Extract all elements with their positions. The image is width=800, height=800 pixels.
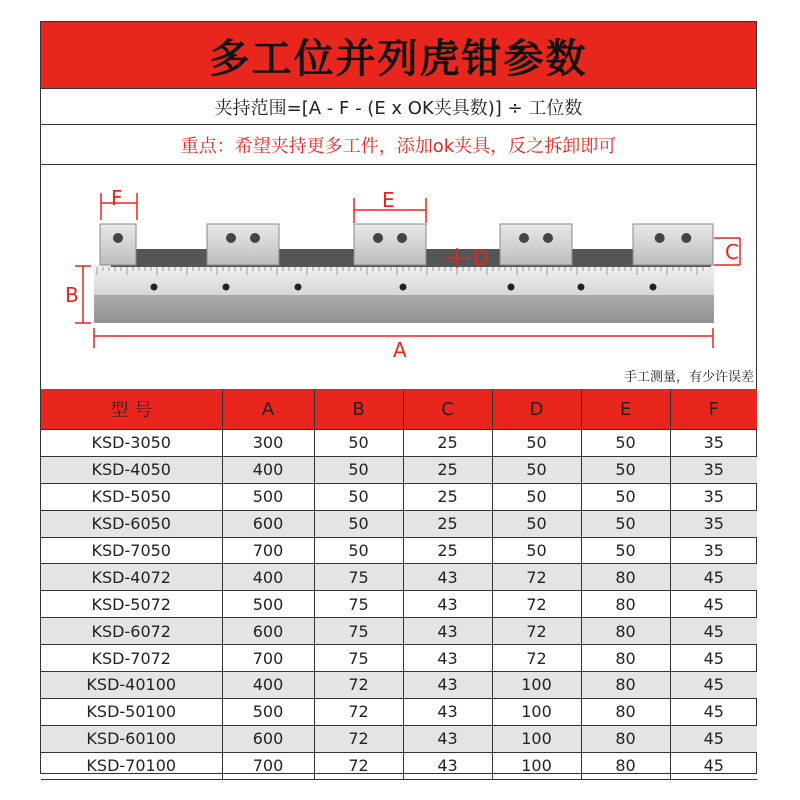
value-cell: 35 [670,537,757,564]
dim-b-label: B [65,283,79,307]
spec-table-header [41,389,757,430]
column-header: D [492,389,581,430]
value-cell: 43 [403,698,492,725]
value-cell: 72 [492,645,581,672]
value-cell: 50 [581,430,670,457]
column-header: F [670,389,757,430]
model-cell: KSD-3050 [41,430,222,457]
value-cell: 75 [314,618,403,645]
model-cell: KSD-5072 [41,591,222,618]
table-row [41,456,757,483]
value-cell: 45 [670,591,757,618]
mount-hole [400,284,407,291]
jaw-block [100,224,136,265]
value-cell: 80 [581,698,670,725]
value-cell: 43 [403,645,492,672]
dim-a-label: A [393,338,407,362]
value-cell: 72 [314,752,403,779]
key-note: 重点：希望夹持更多工件，添加ok夹具，反之拆卸即可 [41,125,756,165]
model-cell: KSD-7072 [41,645,222,672]
table-row [41,618,757,645]
value-cell: 80 [581,618,670,645]
model-cell: KSD-50100 [41,698,222,725]
value-cell: 100 [492,672,581,699]
table-row [41,672,757,699]
value-cell: 600 [222,725,314,752]
value-cell: 45 [670,618,757,645]
table-row [41,725,757,752]
model-cell: KSD-6050 [41,510,222,537]
value-cell: 45 [670,725,757,752]
table-row [41,510,757,537]
value-cell: 25 [403,430,492,457]
value-cell: 400 [222,564,314,591]
value-cell: 43 [403,591,492,618]
value-cell: 50 [314,430,403,457]
mount-hole [151,284,158,291]
vise-illustration [41,165,756,387]
vise-rail-base [94,295,714,323]
value-cell: 35 [670,483,757,510]
value-cell: 700 [222,537,314,564]
value-cell: 72 [492,591,581,618]
value-cell: 72 [492,564,581,591]
value-cell: 50 [492,537,581,564]
value-cell: 600 [222,618,314,645]
measurement-note: 手工测量，有少许误差 [623,370,754,385]
value-cell: 72 [314,672,403,699]
value-cell: 45 [670,672,757,699]
value-cell: 600 [222,510,314,537]
value-cell: 75 [314,645,403,672]
model-cell: KSD-60100 [41,725,222,752]
model-cell: KSD-6072 [41,618,222,645]
value-cell: 700 [222,645,314,672]
value-cell: 43 [403,725,492,752]
jaw-block [500,224,572,265]
value-cell: 50 [581,537,670,564]
value-cell: 80 [581,725,670,752]
column-header: B [314,389,403,430]
value-cell: 25 [403,537,492,564]
value-cell: 100 [492,725,581,752]
value-cell: 50 [314,510,403,537]
jaw-block [633,224,713,265]
value-cell: 50 [492,456,581,483]
column-header: E [581,389,670,430]
table-row [41,645,757,672]
value-cell: 50 [581,483,670,510]
jaw-block [207,224,279,265]
value-cell: 43 [403,564,492,591]
mount-hole [578,284,585,291]
page-title: 多工位并列虎钳参数 [41,22,756,88]
value-cell: 75 [314,564,403,591]
value-cell: 50 [492,483,581,510]
model-cell: KSD-70100 [41,752,222,779]
dim-e-label: E [382,188,395,212]
spec-table [41,389,757,780]
model-cell: KSD-5050 [41,483,222,510]
column-header: A [222,389,314,430]
mount-hole [650,284,657,291]
table-row [41,483,757,510]
value-cell: 35 [670,456,757,483]
column-header: C [403,389,492,430]
model-cell: KSD-4072 [41,564,222,591]
value-cell: 72 [314,725,403,752]
value-cell: 300 [222,430,314,457]
value-cell: 500 [222,591,314,618]
value-cell: 50 [492,430,581,457]
model-cell: KSD-40100 [41,672,222,699]
value-cell: 43 [403,752,492,779]
value-cell: 43 [403,618,492,645]
dim-d-label: D [473,246,489,270]
table-row [41,752,757,779]
column-header: 型 号 [41,389,222,430]
model-cell: KSD-7050 [41,537,222,564]
value-cell: 100 [492,752,581,779]
value-cell: 80 [581,591,670,618]
table-row [41,591,757,618]
table-row [41,537,757,564]
jaw-block [354,224,426,265]
value-cell: 43 [403,672,492,699]
value-cell: 72 [492,618,581,645]
value-cell: 500 [222,698,314,725]
value-cell: 72 [314,698,403,725]
value-cell: 50 [314,537,403,564]
value-cell: 80 [581,645,670,672]
value-cell: 35 [670,430,757,457]
table-row [41,430,757,457]
value-cell: 50 [581,456,670,483]
mount-hole [295,284,302,291]
value-cell: 35 [670,510,757,537]
value-cell: 80 [581,672,670,699]
value-cell: 50 [581,510,670,537]
value-cell: 700 [222,752,314,779]
vise-diagram [41,165,756,387]
clamping-formula: 夹持范围=[A - F - (E x OK夹具数)] ÷ 工位数 [41,88,756,125]
value-cell: 50 [314,483,403,510]
value-cell: 25 [403,483,492,510]
value-cell: 25 [403,510,492,537]
value-cell: 50 [492,510,581,537]
value-cell: 80 [581,564,670,591]
value-cell: 75 [314,591,403,618]
dim-c-label: C [725,240,739,264]
value-cell: 500 [222,483,314,510]
vise-holes [151,284,657,291]
dim-f-label: F [111,186,123,210]
value-cell: 45 [670,752,757,779]
value-cell: 45 [670,698,757,725]
table-row [41,564,757,591]
value-cell: 45 [670,645,757,672]
mount-hole [508,284,515,291]
value-cell: 80 [581,752,670,779]
value-cell: 45 [670,564,757,591]
mount-hole [223,284,230,291]
value-cell: 400 [222,672,314,699]
value-cell: 50 [314,456,403,483]
value-cell: 100 [492,698,581,725]
model-cell: KSD-4050 [41,456,222,483]
value-cell: 25 [403,456,492,483]
value-cell: 400 [222,456,314,483]
table-row [41,698,757,725]
